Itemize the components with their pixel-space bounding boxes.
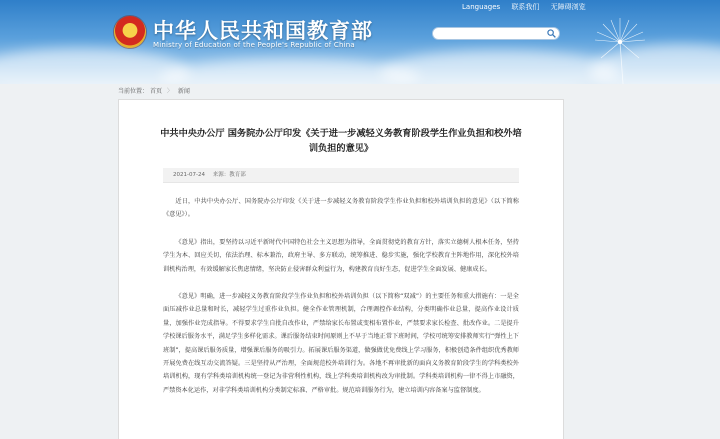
article-title: 中共中央办公厅 国务院办公厅印发《关于进一步减轻义务教育阶段学生作业负担和校外培训负担的意见》 xyxy=(160,128,522,154)
article-meta xyxy=(163,168,519,183)
search-icon[interactable] xyxy=(547,29,556,38)
accessibility-link[interactable]: 无障碍浏览 xyxy=(550,3,586,11)
article-source-label: 来源： xyxy=(212,172,230,178)
header-cloud xyxy=(380,50,620,84)
breadcrumb xyxy=(118,86,190,95)
search-input[interactable] xyxy=(432,27,560,40)
national-emblem-icon[interactable] xyxy=(114,16,146,48)
dandelion-decoration-icon xyxy=(585,12,655,84)
article-date: 2021-07-24 xyxy=(173,172,205,178)
article-container xyxy=(118,99,564,439)
breadcrumb-separator: 〉 xyxy=(166,88,173,95)
breadcrumb-home-link[interactable]: 首页 xyxy=(149,88,162,95)
languages-link[interactable]: Languages xyxy=(462,3,501,11)
contact-us-link[interactable]: 联系我们 xyxy=(511,3,540,11)
article-paragraph: 《意见》指出，要坚持以习近平新时代中国特色社会主义思想为指导，全面贯彻党的教育方针，落实立德树人根本任务，坚持学生为本、回应关切，依法治理、标本兼治，政府主导、多方联动，统筹推进、稳步实施，强化学校教育主阵地作用，深化校外培训机构治理，有效缓解家长焦虑情绪，坚决防止侵害群众利益行为，构建教育良好生态，促进学生全面发展、健康成长。 xyxy=(163,238,519,273)
top-links xyxy=(462,2,595,12)
article-paragraph: 近日，中共中央办公厅、国务院办公厅印发《关于进一步减轻义务教育阶段学生作业负担和校外培训负担的意见》（以下简称《意见》）。 xyxy=(163,198,519,219)
site-header xyxy=(0,0,720,84)
breadcrumb-news-link[interactable]: 新闻 xyxy=(177,88,190,95)
article-body xyxy=(163,195,519,397)
site-title[interactable]: 中华人民共和国教育部 xyxy=(153,19,373,43)
article-paragraph: 《意见》明确，进一步减轻义务教育阶段学生作业负担和校外培训负担（以下简称“双减”）的主要任务和重大措施有：一是全面压减作业总量和时长，减轻学生过重作业负担。健全作业管理机制，合理调控作业结构，分类明确作业总量，提高作业设计质量，加强作业完成指导。不得要求学生自批自改作业，严禁给家长布置或变相布置作业，严禁要求家长检查、批改作业。二是提升学校课后服务水平，满足学生多样化需求。课后服务结束时间原则上不早于当地正常下班时间，学校可统筹安排教师实行“弹性上下班制”，提高课后服务质量，增强课后服务的吸引力。拓展课后服务渠道，做强做优免费线上学习服务，积极创造条件组织优秀教师开展免费在线互动交流答疑。三是坚持从严治理，全面规范校外培训行为。各地不再审批新的面向义务教育阶段学生的学科类校外培训机构，现有学科类培训机构统一登记为非营利性机构，线上学科类培训机构改为审批制。学科类培训机构一律不得上市融资，严禁资本化运作，对非学科类培训机构分类制定标准、严格审批。规范培训服务行为，建立培训内容备案与监督制度。 xyxy=(163,293,519,394)
article-source: 教育部 xyxy=(229,172,246,178)
site-subtitle: Ministry of Education of the People's Republic of China xyxy=(153,41,355,49)
breadcrumb-prefix: 当前位置： xyxy=(118,88,149,95)
